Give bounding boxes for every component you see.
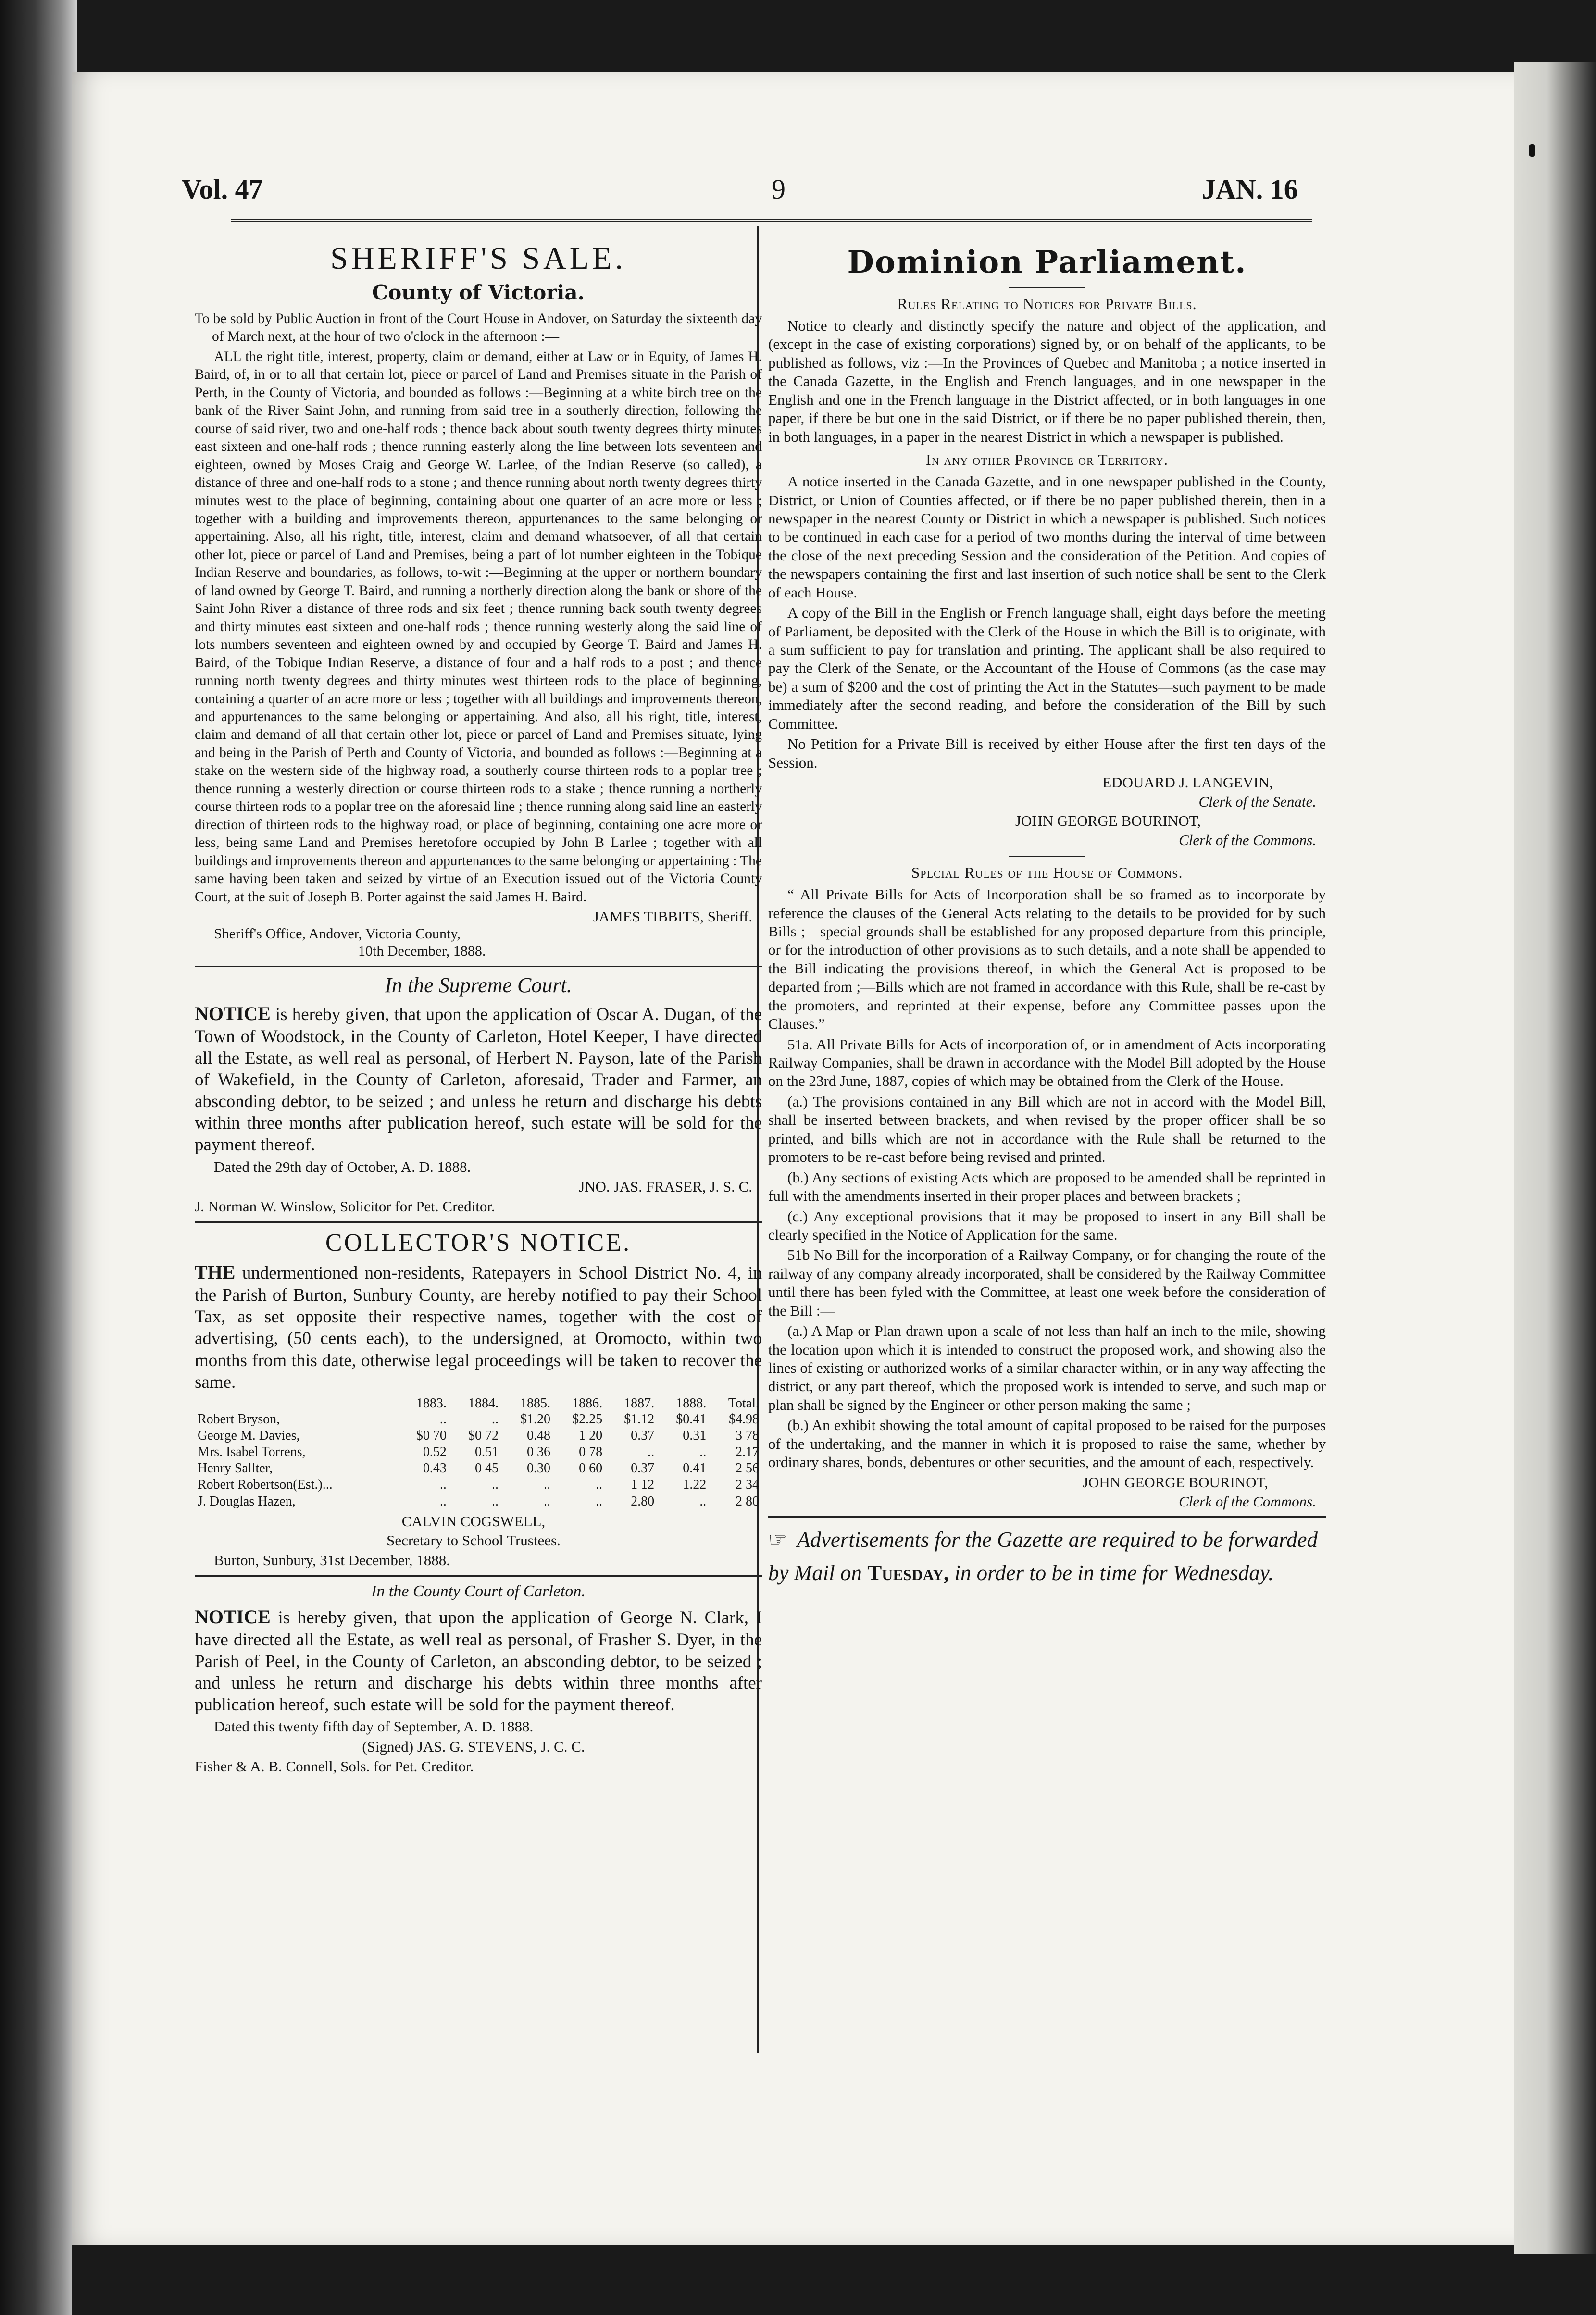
- table-cell: Robert Bryson,: [198, 1411, 280, 1427]
- table-cell: 2 80: [736, 1494, 759, 1509]
- tax-column-header: Total.: [728, 1395, 759, 1411]
- table-cell: ..: [699, 1494, 707, 1509]
- sheriff-signature: JAMES TIBBITS, Sheriff.: [593, 908, 752, 925]
- table-cell: 0.37: [631, 1428, 655, 1443]
- county-court-dated: Dated this twenty fifth day of September, A. D. 1888.: [214, 1718, 534, 1735]
- table-cell: J. Douglas Hazen,: [198, 1494, 296, 1509]
- divider: [1009, 287, 1085, 288]
- table-cell: 0.37: [631, 1461, 655, 1476]
- rule-51b: 51b No Bill for the incorporation of a Railway Company, or for changing the route of the railway of any company already incorporated, shall be considered by the Railway Committee until there has been fyled with the Committee, at least one week before the consideration of the Bill :—: [768, 1246, 1326, 1319]
- table-cell: 3 78: [736, 1428, 759, 1443]
- county-court-signature: (Signed) JAS. G. STEVENS, J. C. C.: [362, 1738, 585, 1755]
- table-cell: ..: [439, 1494, 447, 1509]
- collector-notice-text: [195, 1261, 762, 1393]
- other-province-heading: In any other Province or Territory.: [925, 451, 1169, 469]
- rule-51a-b: (b.) Any sections of existing Acts which are proposed to be amended shall be reprinted in full with the amendments inserted in their proper places and between brackets ;: [768, 1169, 1326, 1205]
- county-court-body: is hereby given, that upon the application of George N. Clark, I have directed all the Estate, as well real as personal, of Frasher S. Dyer, in the Parish of Peel, in the County of Carleton, an absconding debtor, to be seized ; and unless he return and discharge his debts within three months after publication hereof, such estate will be sold for the payment thereof.: [195, 1608, 762, 1715]
- sheriff-sale-title: SHERIFF'S SALE.: [330, 241, 626, 276]
- table-cell: $1.12: [624, 1411, 655, 1427]
- sheriff-office-line2: 10th December, 1888.: [358, 943, 486, 959]
- county-court-solicitor: Fisher & A. B. Connell, Sols. for Pet. Creditor.: [195, 1757, 474, 1775]
- private-bills-rules: Notice to clearly and distinctly specify the nature and object of the application, and (except in the case of existing corporations) signed by, or on behalf of the applicants, to be published as follows, viz :—In the Provinces of Quebec and Manitoba ; a notice inserted in the Canada Gazette, in the English and French languages, and in one newspaper in the English and one in the French language in the District affected, or in both languages in one paper, if there be but one in the said District, or if there be no paper published therein, then, in both languages, in a paper in the nearest District in which a newspaper is published.: [768, 317, 1326, 445]
- table-cell: ..: [648, 1444, 655, 1460]
- table-cell: 2.80: [631, 1494, 655, 1509]
- senate-clerk-title-wrap: [768, 793, 1316, 810]
- table-cell: 2 56: [736, 1461, 759, 1476]
- volume-label: Vol. 47: [182, 174, 263, 205]
- table-row: [195, 1411, 762, 1428]
- table-cell: 0.48: [527, 1428, 551, 1443]
- tax-column-header: [195, 1396, 398, 1411]
- county-court-lead: NOTICE: [195, 1606, 271, 1628]
- table-cell: Henry Sallter,: [198, 1461, 273, 1476]
- tax-column-header: 1885.: [520, 1395, 551, 1411]
- table-cell: George M. Davies,: [198, 1428, 300, 1443]
- table-row: [195, 1494, 762, 1510]
- table-cell: $4.98: [729, 1411, 759, 1427]
- table-cell: ..: [491, 1477, 499, 1493]
- table-cell: 1 20: [579, 1428, 603, 1443]
- table-cell: $0.41: [676, 1411, 707, 1427]
- collector-signature-title: Secretary to School Trustees.: [387, 1531, 561, 1549]
- page-number: 9: [772, 174, 786, 205]
- table-cell: Robert Robertson(Est.)...: [198, 1477, 333, 1493]
- rule-51a-a: (a.) The provisions contained in any Bill which are not in accord with the Model Bill, shall be inserted between brackets, and when revised by the proper officer shall be so printed, and bills which are not in accordance with the Rule shall be returned to the promoters to be re-cast before being revised and printed.: [768, 1093, 1326, 1166]
- table-cell: ..: [439, 1477, 447, 1493]
- right-column: [768, 231, 1326, 1590]
- table-cell: 0.52: [423, 1444, 447, 1460]
- commons-clerk-title: Clerk of the Commons.: [1179, 832, 1316, 849]
- sheriff-sale-intro: To be sold by Public Auction in front of the Court House in Andover, on Saturday the sixteenth day of March next, at the hour of two o'clock in the afternoon :—: [195, 311, 762, 345]
- supreme-court-body: is hereby given, that upon the application of Oscar A. Dugan, of the Town of Woodstock, in the County of Carleton, Hotel Keeper, I have directed all the Estate, as well real as personal, of Herbert N. Payson, late of the Parish of Wakefield, in the County of Carleton, aforesaid, Trader and Farmer, an absconding debtor, to be seized ; and unless he return and discharge his debts within three months after publication hereof, such estate will be sold for the payment thereof.: [195, 1004, 762, 1155]
- table-cell: 0 36: [527, 1444, 551, 1460]
- special-rules-heading: Special Rules of the House of Commons.: [911, 864, 1183, 882]
- tax-column-header: 1887.: [624, 1395, 655, 1411]
- rule-51b-a: (a.) A Map or Plan drawn upon a scale of not less than half an inch to the mile, showing the location upon which it is intended to construct the proposed work, and showing also the lines of existing or authorized works of a similar character within, or in any way affecting the district, or any part thereof, which the proposed work is intended to serve, and such map or plan shall be signed by the Engineer or other person making the same ;: [768, 1322, 1326, 1413]
- tax-column-header: 1884.: [468, 1395, 499, 1411]
- table-cell: ..: [596, 1494, 603, 1509]
- divider: [195, 1221, 762, 1223]
- table-cell: Mrs. Isabel Torrens,: [198, 1444, 306, 1460]
- table-cell: ..: [544, 1477, 551, 1493]
- table-cell: ..: [699, 1444, 707, 1460]
- collector-signature: CALVIN COGSWELL,: [401, 1512, 546, 1530]
- left-column: [195, 231, 762, 1778]
- special-rules-body: “ All Private Bills for Acts of Incorporation shall be so framed as to incorporate by reference the clauses of the General Acts relating to the details to be provided for by such Bills ;—special grounds shall be established for any proposed departure from this principle, or for the introduction of other provisions as to such details, and a note shall be appended to the Bill indicating the provisions thereof, in which the General Act is proposed to be departed from ;—Bills which are not framed in accordance with this Rule, shall be re-cast by the promoters, and reprinted at their expense, before any Committee passes upon the Clauses.”: [768, 886, 1326, 1033]
- collector-notice-lead: THE: [195, 1261, 236, 1283]
- supreme-court-notice: [195, 1002, 762, 1156]
- table-cell: $0 70: [416, 1428, 447, 1443]
- other-province-body: A notice inserted in the Canada Gazette, and in one newspaper published in the County, District, or Union of Counties affected, or if there be no paper published therein, then in a newspaper in the nearest County or District in which a newspaper is published. Such notices to be continued in each case for a period of two months during the interval of time between the close of the next preceding Session and the consideration of the Petition. And copies of the newspapers containing the first and last insertion of such notice shall be sent to the Clerk of each House.: [768, 473, 1326, 601]
- header-rule: [231, 219, 1312, 222]
- divider: [1009, 856, 1085, 857]
- sheriff-office-line1: Sheriff's Office, Andover, Victoria County,: [214, 925, 461, 942]
- table-cell: 1.22: [683, 1477, 707, 1493]
- bill-copy-body: A copy of the Bill in the English or French language shall, eight days before the meeting of Parliament, be deposited with the Clerk of the House in which the Bill is to originate, with a sum sufficient to pay for translation and printing. The applicant shall be also required to pay the Clerk of the Senate, or the Accountant of the House of Commons (as the case may be) a sum of $200 and the cost of printing the Act in the Statutes—such payment to be made immediately after the second reading, and before the consideration of the Bill by such Committee.: [768, 604, 1326, 732]
- tax-table: [195, 1396, 762, 1510]
- table-cell: 0.31: [683, 1428, 707, 1443]
- tax-table-body: [195, 1411, 762, 1510]
- collector-notice-title: COLLECTOR'S NOTICE.: [325, 1229, 632, 1257]
- supreme-court-signature: JNO. JAS. FRASER, J. S. C.: [579, 1178, 752, 1195]
- scan-right-edge: [1514, 62, 1596, 2254]
- tax-table-header: [195, 1396, 762, 1411]
- advert-text-before: Advertisements for the Gazette are required to be forwarded by Mail on: [768, 1527, 1318, 1585]
- tax-column-header: 1888.: [676, 1395, 707, 1411]
- county-court-notice: [195, 1606, 762, 1716]
- issue-date: JAN. 16: [1202, 174, 1298, 205]
- rule-51b-b: (b.) An exhibit showing the total amount of capital proposed to be raised for the purposes of the undertaking, and the manner in which it is proposed to raise the same, whether by ordinary shares, bonds, debentures or other securities, and the amount of each, respectively.: [768, 1417, 1326, 1471]
- scan-bottom-edge: [72, 2245, 1514, 2315]
- commons-clerk-title-2-wrap: [768, 1493, 1316, 1510]
- table-row: [195, 1477, 762, 1493]
- pointing-hand-icon: ☞: [768, 1528, 787, 1552]
- supreme-court-dated: Dated the 29th day of October, A. D. 1888.: [214, 1158, 471, 1175]
- supreme-court-lead: NOTICE: [195, 1002, 271, 1024]
- table-cell: $1.20: [520, 1411, 551, 1427]
- table-cell: ..: [491, 1494, 499, 1509]
- table-cell: 0.41: [683, 1461, 707, 1476]
- table-cell: ..: [596, 1477, 603, 1493]
- collector-notice-body: undermentioned non-residents, Ratepayers in School District No. 4, in the Parish of Burton, Sunbury County, are hereby notified to pay their School Tax, as set opposite their respective names, together with the cost of advertising, (50 cents each), to the undersigned, at Oromocto, within two months from this date, otherwise legal proceedings will be taken to recover the same.: [195, 1263, 762, 1392]
- tax-column-header: 1883.: [416, 1395, 447, 1411]
- commons-clerk-name: JOHN GEORGE BOURINOT,: [1015, 812, 1201, 830]
- table-row: [195, 1460, 762, 1477]
- table-cell: 1 12: [631, 1477, 655, 1493]
- divider: [768, 1516, 1326, 1518]
- dominion-parliament-title: Dominion Parliament.: [847, 244, 1247, 280]
- sheriff-office: [214, 925, 762, 960]
- table-row: [195, 1444, 762, 1460]
- county-court-title: In the County Court of Carleton.: [371, 1582, 586, 1601]
- senate-clerk-name: EDOUARD J. LANGEVIN,: [1102, 774, 1273, 791]
- petition-body: No Petition for a Private Bill is received by either House after the first ten days of the Session.: [768, 735, 1326, 771]
- private-bills-heading: Rules Relating to Notices for Private Bills.: [897, 295, 1197, 312]
- table-cell: ..: [439, 1411, 447, 1427]
- divider: [195, 1575, 762, 1577]
- supreme-court-solicitor: J. Norman W. Winslow, Solicitor for Pet. Creditor.: [195, 1197, 495, 1215]
- table-cell: ..: [491, 1411, 499, 1427]
- advert-day: Tuesday,: [867, 1561, 949, 1585]
- table-cell: 0.51: [474, 1444, 499, 1460]
- advertisement-notice: [768, 1523, 1326, 1591]
- table-cell: 0.30: [527, 1461, 551, 1476]
- table-cell: 0.43: [423, 1461, 447, 1476]
- sheriff-sale-county: County of Victoria.: [372, 281, 585, 304]
- supreme-court-title: In the Supreme Court.: [385, 973, 572, 997]
- collector-dated: Burton, Sunbury, 31st December, 1888.: [214, 1551, 450, 1568]
- sheriff-sale-body: ALL the right title, interest, property, claim or demand, either at Law or in Equity, of James H. Baird, of, in or to all that certain lot, piece or parcel of Land and Premises situate in the Parish of Perth, in the County of Victoria, and bounded as follows :—Beginning at a white birch tree on the bank of the River Saint John, and running from said tree in a southerly direction, following the course of said river, two and one-half rods ; thence back about south twenty degrees thirty minutes east sixteen and one-half rods ; thence running easterly along the line between lots seventeen and eighteen, owned by Moses Craig and George W. Larlee, of the Indian Reserve (so called), a distance of three and one-half rods to a stone ; and thence running about north twenty degrees thirty minutes west to the place of beginning, containing about one quarter of an acre more or less ; together with a building and improvements thereon, appurtenances to the same belonging or appertaining. Also, all his right, title, interest, claim and demand whatsoever, of all that certain other lot, piece or parcel of Land and Premises, being a part of lot number eighteen in the Tobique Indian Reserve and boundaries, as follows, to-wit :—Beginning at the upper or northern boundary of land owned by George T. Baird, and running a northerly direction along the bank or shore of the Saint John River a distance of three rods and six feet ; thence running back south twenty degrees and thirty minutes east sixteen and one-half rods ; thence running westerly along the said line of lots numbers seventeen and eighteen owned by and occupied by George T. Baird and James H. Baird, of the Tobique Indian Reserve, a distance of four and a half rods to a post ; and thence running north twenty degrees and thirty minutes west thirteen rods to the place of beginning, containing a quarter of an acre more or less ; together with all buildings and improvements thereon, and appurtenances to the same belonging or appertaining. And also, all his right, title, interest, claim and demand of all that certain other lot, piece or parcel of Land and Premises situate, lying and being in the Parish of Perth and County of Victoria, and bounded as follows :—Beginning at a stake on the western side of the highway road, a southerly course thirteen rods to a poplar tree ; thence running a westerly direction or course thirteen rods to a stake ; thence running a northerly course thirteen rods to a poplar tree on the aforesaid line ; thence running along said line an easterly direction of thirteen rods to the highway road, or place of beginning, containing one acre more or less, being same Land and Premises heretofore occupied by John B Larlee ; together with all buildings and improvements thereon and appurtenances to the same belonging or appertaining : The same having been taken and seized by virtue of an Execution issued out of the Victoria County Court, at the suit of Joseph B. Porter against the said James H. Baird.: [195, 348, 762, 905]
- table-row: [195, 1428, 762, 1444]
- rule-51a-c: (c.) Any exceptional provisions that it may be proposed to insert in any Bill shall be clearly specified in the Notice of Application for the same.: [768, 1207, 1326, 1243]
- commons-clerk-title-2: Clerk of the Commons.: [1179, 1493, 1316, 1510]
- commons-clerk-name-2: JOHN GEORGE BOURINOT,: [1082, 1473, 1268, 1491]
- scan-speck: [1529, 144, 1535, 157]
- table-cell: $0 72: [468, 1428, 499, 1443]
- advert-text-after: in order to be in time for Wednesday.: [954, 1561, 1274, 1585]
- divider: [195, 966, 762, 967]
- rule-51a: 51a. All Private Bills for Acts of incorporation of, or in amendment of Acts incorporating Railway Companies, shall be drawn in accordance with the Model Bill adopted by the House on the 23rd June, 1887, copies of which may be obtained from the Clerk of the House.: [768, 1035, 1326, 1090]
- tax-column-header: 1886.: [572, 1395, 603, 1411]
- table-cell: $2.25: [572, 1411, 603, 1427]
- table-cell: 0 78: [579, 1444, 603, 1460]
- table-cell: 2.17: [736, 1444, 759, 1460]
- table-cell: ..: [544, 1494, 551, 1509]
- table-cell: 2 34: [736, 1477, 759, 1493]
- table-cell: 0 60: [579, 1461, 603, 1476]
- senate-clerk-title: Clerk of the Senate.: [1198, 793, 1316, 810]
- table-cell: 0 45: [474, 1461, 499, 1476]
- commons-clerk-title-wrap: [768, 832, 1316, 849]
- scan-left-shadow: [0, 0, 77, 2315]
